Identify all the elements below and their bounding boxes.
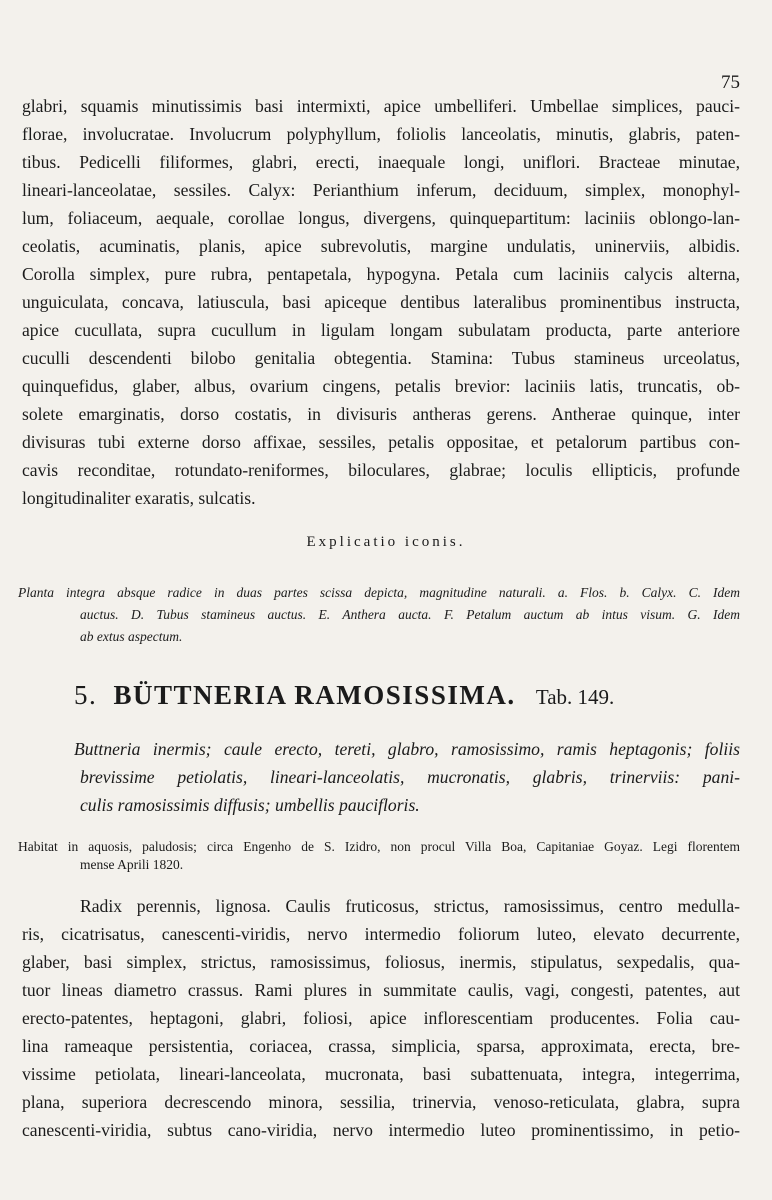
text-line: divisuras tubi externe dorso affixae, sessiles, petalis oppositae, et petalorum partibus con- (22, 432, 740, 452)
text-line: unguiculata, concava, latiuscula, basi apiceque dentibus lateralibus prominentibus instructa, (22, 292, 740, 312)
text-line: lina rameaque persistentia, coriacea, crassa, simplicia, sparsa, approximata, erecta, bre- (22, 1036, 740, 1056)
text-line: quinquefidus, glaber, albus, ovarium cingens, petalis brevior: laciniis latis, truncatis, ob- (22, 376, 740, 396)
text-line: longitudinaliter exaratis, sulcatis. (22, 488, 256, 508)
habitat-line: Habitat in aquosis, paludosis; circa Engenho de S. Izidro, non procul Villa Boa, Capitaniae Goyaz. Legi florentem (18, 839, 740, 854)
text-line: Corolla simplex, pure rubra, pentapetala, hypogyna. Petala cum laciniis calycis alterna, (22, 264, 740, 284)
text-line: ceolatis, acuminatis, planis, apice subrevolutis, margine undulatis, uninerviis, albidis. (22, 236, 740, 256)
text-line: ris, cicatrisatus, canescenti-viridis, nervo intermedio foliorum luteo, elevato decurrente, (22, 924, 740, 944)
explicatio-heading: Explicatio iconis. (306, 534, 466, 550)
diagnosis-line: brevissime petiolatis, lineari-lanceolatis, mucronatis, glabris, trinerviis: pani- (80, 767, 740, 787)
text-line: tuor lineas diametro crassus. Rami plures in summitate caulis, vagi, congesti, patentes, aut (22, 980, 740, 1000)
text-line: apice cucullata, supra cucullum in ligulam longam subulatam producta, parte anteriore (22, 320, 740, 340)
explicatio-line: ab extus aspectum. (80, 629, 183, 644)
species-heading (74, 680, 694, 711)
text-line: erecto-patentes, heptagoni, glabri, foliosi, apice inflorescentiam producentes. Folia cau- (22, 1008, 740, 1028)
species-name: BÜTTNERIA RAMOSISSIMA. (113, 680, 516, 710)
text-line: Radix perennis, lignosa. Caulis fruticosus, strictus, ramosissimus, centro medulla- (80, 896, 740, 916)
explicatio-line: auctus. D. Tubus stamineus auctus. E. Anthera aucta. F. Petalum auctum ab intus visum. G. Idem (80, 607, 740, 622)
text-line: cuculli descendenti bilobo genitalia obtegentia. Stamina: Tubus stamineus urceolatus, (22, 348, 740, 368)
diagnosis-line: Buttneria inermis; caule erecto, tereti, glabro, ramosissimo, ramis heptagonis; foliis (74, 739, 740, 759)
text-line: lineari-lanceolatae, sessiles. Calyx: Perianthium inferum, deciduum, simplex, monophyl- (22, 180, 740, 200)
text-line: florae, involucratae. Involucrum polyphyllum, foliolis lanceolatis, minutis, glabris, paten- (22, 124, 740, 144)
text-line: glaber, basi simplex, strictus, ramosissimus, foliosus, inermis, stipulatus, sexpedalis, qua- (22, 952, 740, 972)
diagnosis-line: culis ramosissimis diffusis; umbellis paucifloris. (80, 795, 420, 815)
table-reference: Tab. 149. (535, 685, 615, 709)
text-line: lum, foliaceum, aequale, corollae longus, divergens, quinquepartitum: laciniis oblongo-lan- (22, 208, 740, 228)
habitat-line: mense Aprili 1820. (80, 857, 184, 872)
species-number: 5. (74, 680, 98, 710)
text-line: vissime petiolata, lineari-lanceolata, mucronata, basi subattenuata, integra, integerrima, (22, 1064, 740, 1084)
text-line: plana, superiora decrescendo minora, sessilia, trinervia, venoso-reticulata, glabra, supra (22, 1092, 740, 1112)
text-line: glabri, squamis minutissimis basi intermixti, apice umbelliferi. Umbellae simplices, pauci- (22, 96, 740, 116)
explicatio-line: Planta integra absque radice in duas partes scissa depicta, magnitudine naturali. a. Flos. b. Calyx. C. Idem (18, 585, 740, 600)
text-line: canescenti-viridia, subtus cano-viridia, nervo intermedio luteo prominentissimo, in petio- (22, 1120, 740, 1140)
page-number: 75 (721, 72, 740, 93)
text-line: solete emarginatis, dorso costatis, in divisuris antheras gerens. Antherae quinque, inter (22, 404, 740, 424)
text-line: tibus. Pedicelli filiformes, glabri, erecti, inaequale longi, uniflori. Bracteae minutae, (22, 152, 740, 172)
text-line: cavis reconditae, rotundato-reniformes, biloculares, glabrae; loculis ellipticis, profunde (22, 460, 740, 480)
